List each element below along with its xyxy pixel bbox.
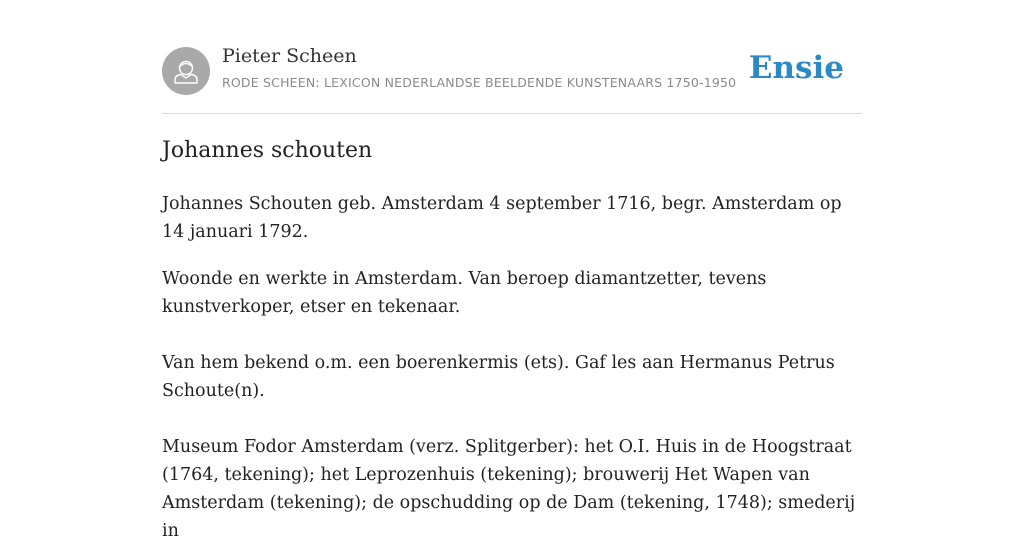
source-title[interactable]: RODE SCHEEN: LEXICON NEDERLANDSE BEELDENDE KUNSTENAARS 1750-1950 [222, 75, 737, 90]
article-paragraph: Museum Fodor Amsterdam (verz. Splitgerber): het O.I. Huis in de Hoogstraat (1764, tekening); het Leprozenhuis (tekening); brouwerij Het Wapen van Amsterdam (tekening); de opschudding op de Dam (tekening, 1748); smederij in [162, 437, 856, 541]
article-intro: Johannes Schouten geb. Amsterdam 4 september 1716, begr. Amsterdam op 14 januari 1792. [162, 194, 842, 242]
article-paragraph: Van hem bekend o.m. een boerenkermis (ets). Gaf les aan Hermanus Petrus Schoute(n). [162, 353, 835, 401]
author-name[interactable]: Pieter Scheen [222, 45, 357, 67]
header [162, 0, 862, 114]
site-logo[interactable]: Ensie [748, 50, 844, 86]
user-icon [162, 47, 210, 95]
avatar[interactable] [162, 47, 210, 95]
article-body [162, 190, 862, 545]
article-paragraph: Woonde en werkte in Amsterdam. Van beroep diamantzetter, tevens kunstverkoper, etser en tekenaar. [162, 269, 767, 317]
page-container [162, 0, 862, 541]
article-title: Johannes schouten [162, 138, 373, 163]
